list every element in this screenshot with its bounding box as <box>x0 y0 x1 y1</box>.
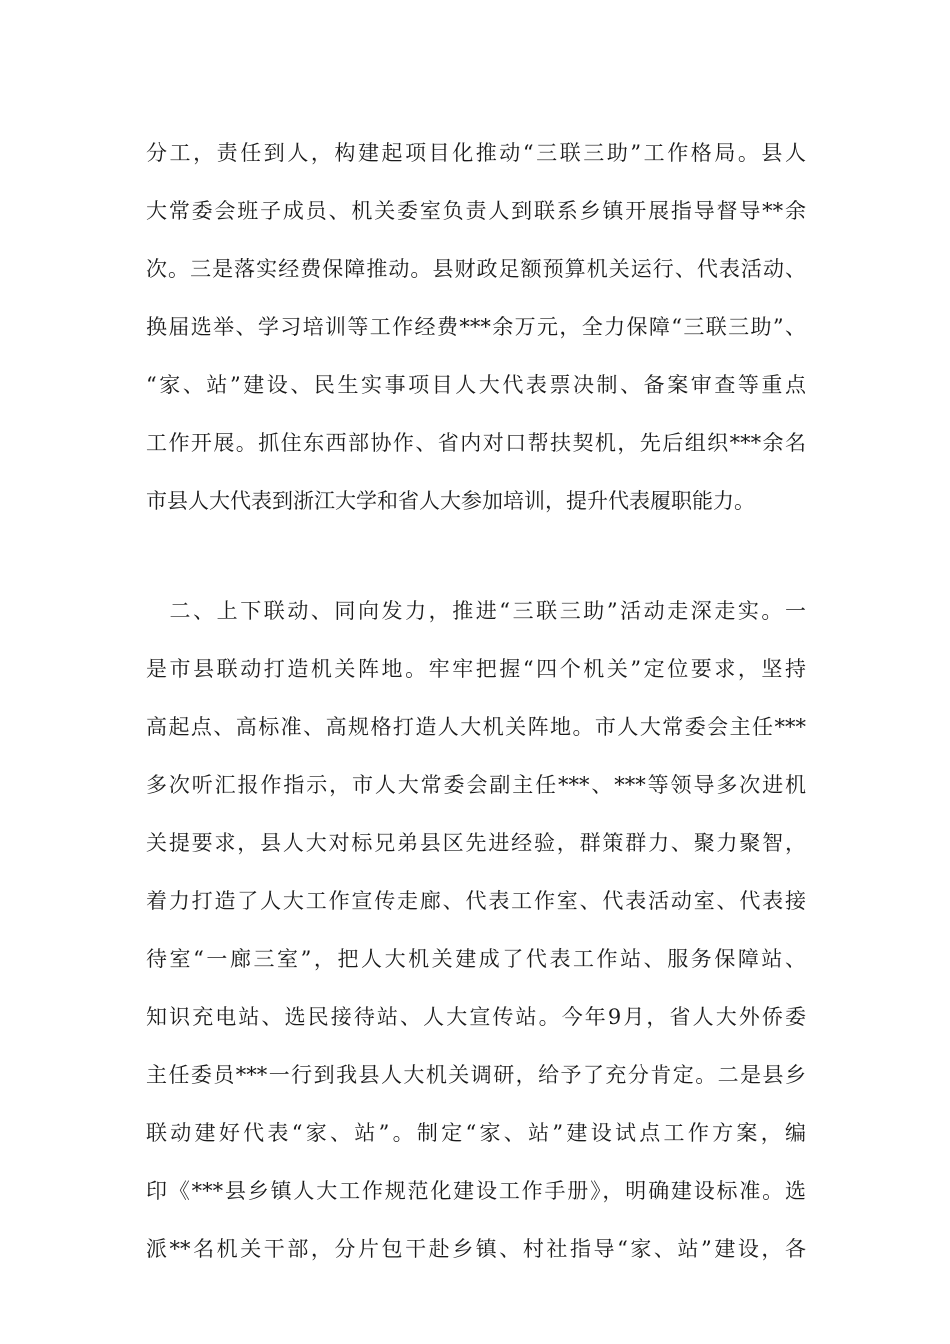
text-line: 主任委员***一行到我县人大机关调研，给予了充分肯定。二是县乡 <box>146 1063 806 1087</box>
document-body <box>146 124 806 1278</box>
text-line: 换届选举、学习培训等工作经费***余万元，全力保障“三联三助”、 <box>146 315 806 339</box>
paragraph-2 <box>146 582 806 1278</box>
text-line: 二、上下联动、同向发力，推进“三联三助”活动走深走实。一 <box>146 599 806 623</box>
text-line: 大常委会班子成员、机关委室负责人到联系乡镇开展指导督导**余 <box>146 199 806 223</box>
text-line: 印《***县乡镇人大工作规范化建设工作手册》，明确建设标准。选 <box>146 1179 806 1203</box>
text-line: 分工，责任到人，构建起项目化推动“三联三助”工作格局。县人 <box>146 141 806 165</box>
text-line: 工作开展。抓住东西部协作、省内对口帮扶契机，先后组织***余名 <box>146 431 806 455</box>
text-line: 次。三是落实经费保障推动。县财政足额预算机关运行、代表活动、 <box>146 257 806 281</box>
text-line: 高起点、高标准、高规格打造人大机关阵地。市人大常委会主任*** <box>146 715 806 739</box>
text-line: 关提要求，县人大对标兄弟县区先进经验，群策群力、聚力聚智， <box>146 831 806 855</box>
text-line: 联动建好代表“家、站”。制定“家、站”建设试点工作方案，编 <box>146 1121 806 1145</box>
text-line: 派**名机关干部，分片包干赴乡镇、村社指导“家、站”建设，各 <box>146 1237 806 1261</box>
paragraph-spacer <box>146 530 806 582</box>
text-line: 是市县联动打造机关阵地。牢牢把握“四个机关”定位要求，坚持 <box>146 657 806 681</box>
paragraph-1 <box>146 124 806 530</box>
text-line: 知识充电站、选民接待站、人大宣传站。今年9月，省人大外侨委 <box>146 1005 806 1029</box>
text-line: 市县人大代表到浙江大学和省人大参加培训，提升代表履职能力。 <box>146 489 755 513</box>
text-line: 着力打造了人大工作宣传走廊、代表工作室、代表活动室、代表接 <box>146 889 806 913</box>
text-line: 待室“一廊三室”，把人大机关建成了代表工作站、服务保障站、 <box>146 947 806 971</box>
text-line: “家、站”建设、民生实事项目人大代表票决制、备案审查等重点 <box>146 373 806 397</box>
text-line: 多次听汇报作指示，市人大常委会副主任***、***等领导多次进机 <box>146 773 806 797</box>
